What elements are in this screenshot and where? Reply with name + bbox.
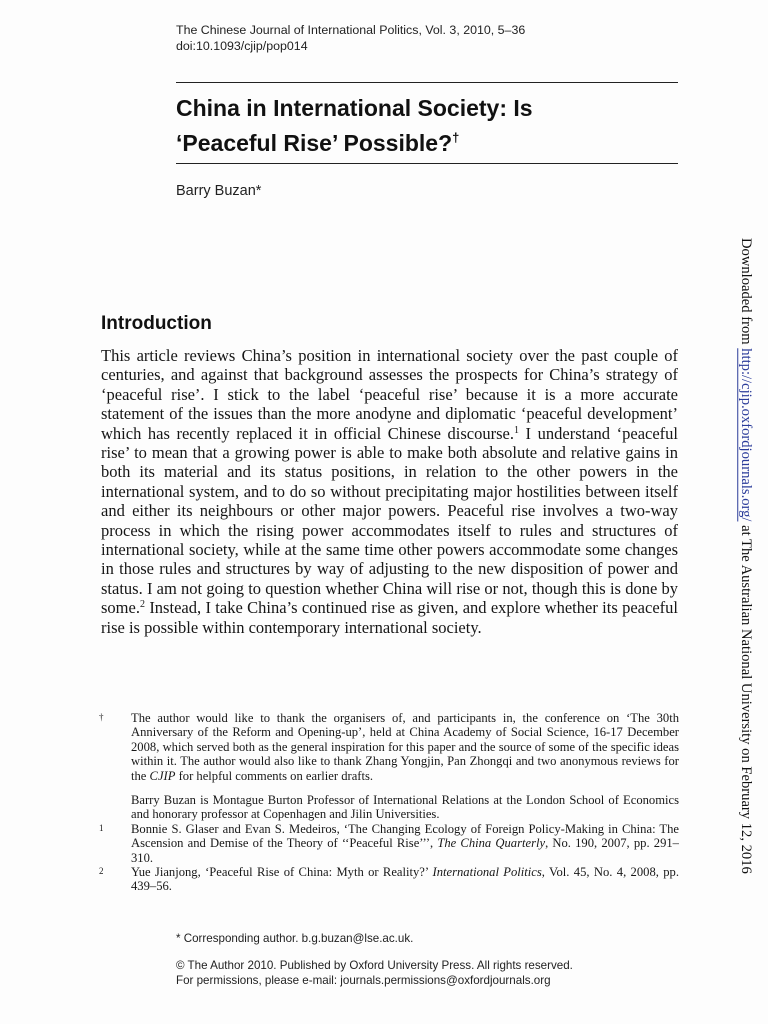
journal-site-link[interactable]: http://cjip.oxfordjournals.org/ bbox=[738, 348, 754, 522]
journal-header bbox=[176, 22, 525, 54]
title-line-2 bbox=[176, 123, 681, 158]
footnote-2-text-a: Yue Jianjong, ‘Peaceful Rise of China: Myth or Reality?’ bbox=[131, 865, 433, 880]
author-bio-note bbox=[99, 793, 679, 822]
copyright-block bbox=[176, 958, 573, 988]
author-name: Barry Buzan* bbox=[176, 183, 262, 199]
section-heading: Introduction bbox=[101, 313, 212, 334]
footnote-1-mark: 1 bbox=[99, 822, 104, 833]
footnote-dagger-text-b: for helpful comments on earlier drafts. bbox=[175, 768, 374, 783]
footnote-ref-2[interactable]: 2 bbox=[139, 599, 145, 611]
doi: doi:10.1093/cjip/pop014 bbox=[176, 39, 308, 53]
footnote-dagger-text-a: The author would like to thank the organisers of, and participants in, the conference on ‘The 30th Anniversary of the Reform and Opening-up’, held at China Academy of Social Science, 16-17 December 2008, which served both as the general inspiration for this paper and the source of some of the specific ideas within it. The author would also like to thank Zhang Yongjin, Pan Zhongqi and two anonymous reviews for the bbox=[131, 711, 679, 783]
download-prefix: Downloaded from bbox=[738, 238, 754, 349]
intro-text-3: Instead, I take China’s continued rise as given, and explore whether its peaceful rise is possible within contemporary international society. bbox=[101, 598, 678, 637]
footnotes bbox=[99, 711, 679, 894]
footnote-1-journal: The China Quarterly bbox=[437, 836, 546, 851]
footnote-dagger-mark: † bbox=[99, 712, 104, 722]
intro-text-2: I understand ‘peaceful rise’ to mean that a growing power is able to make both absolute and relative gains in both its material and its status positions, in relation to the other powers in the international system, and to do so without precipitating major hostilities between itself and either its neighbours or other major powers. Peaceful rise involves a two-way process in which the rising power accommodates itself to rules and structures of international society, while at the same time other powers accommodate some changes in those rules and structures by way of adjusting to the new disposition of power and status. I am not going to question whether China will rise or not, though this is done by some. bbox=[101, 423, 678, 618]
corresponding-author: * Corresponding author. b.g.buzan@lse.ac.uk. bbox=[176, 932, 414, 945]
intro-text-1: This article reviews China’s position in international society over the past couple of centuries, and against that background assesses the prospects for China’s strategy of ‘peaceful rise’. I stick to the label ‘peaceful rise’ because it is a more accurate statement of the issues than the more anodyne and diplomatic ‘peaceful development’ which has recently replaced it in official Chinese discourse. bbox=[101, 346, 678, 443]
permissions-line: For permissions, please e-mail: journals.permissions@oxfordjournals.org bbox=[176, 974, 551, 987]
footnote-dagger-journal: CJIP bbox=[149, 768, 176, 783]
download-suffix: at The Australian National University on February 12, 2016 bbox=[738, 521, 754, 874]
download-watermark bbox=[738, 238, 754, 874]
footnote-ref-1[interactable]: 1 bbox=[513, 424, 519, 436]
journal-citation: The Chinese Journal of International Politics, Vol. 3, 2010, 5–36 bbox=[176, 23, 526, 37]
title-top-rule bbox=[176, 82, 678, 83]
footnote-2-journal: International Politics bbox=[432, 865, 542, 880]
title-line-1: China in International Society: Is bbox=[176, 95, 533, 121]
article-title bbox=[176, 94, 681, 158]
title-bottom-rule bbox=[176, 163, 678, 164]
footnote-2 bbox=[99, 865, 679, 894]
copyright-line: © The Author 2010. Published by Oxford University Press. All rights reserved. bbox=[176, 959, 573, 972]
author-bio: Barry Buzan is Montague Burton Professor of International Relations at the London School of Economics and honorary professor at Copenhagen and Jilin Universities. bbox=[131, 793, 679, 822]
intro-paragraph bbox=[101, 346, 678, 637]
title-dagger-mark: † bbox=[452, 130, 460, 145]
footnote-1 bbox=[99, 822, 679, 865]
footnote-1-text-a: Bonnie S. Glaser and Evan S. Medeiros, ‘The Changing Ecology of Foreign Policy-Making in China: The Ascension and Demise of the Theory of ‘‘Peaceful Rise’’’, bbox=[131, 821, 679, 851]
footnote-2-text-b: , Vol. 45, No. 4, 2008, pp. 439–56. bbox=[131, 865, 679, 894]
footnote-2-mark: 2 bbox=[99, 866, 104, 877]
footnote-1-text-b: , No. 190, 2007, pp. 291–310. bbox=[131, 836, 679, 865]
title-line-2-text: ‘Peaceful Rise’ Possible? bbox=[176, 130, 453, 156]
footnote-dagger bbox=[99, 711, 679, 783]
